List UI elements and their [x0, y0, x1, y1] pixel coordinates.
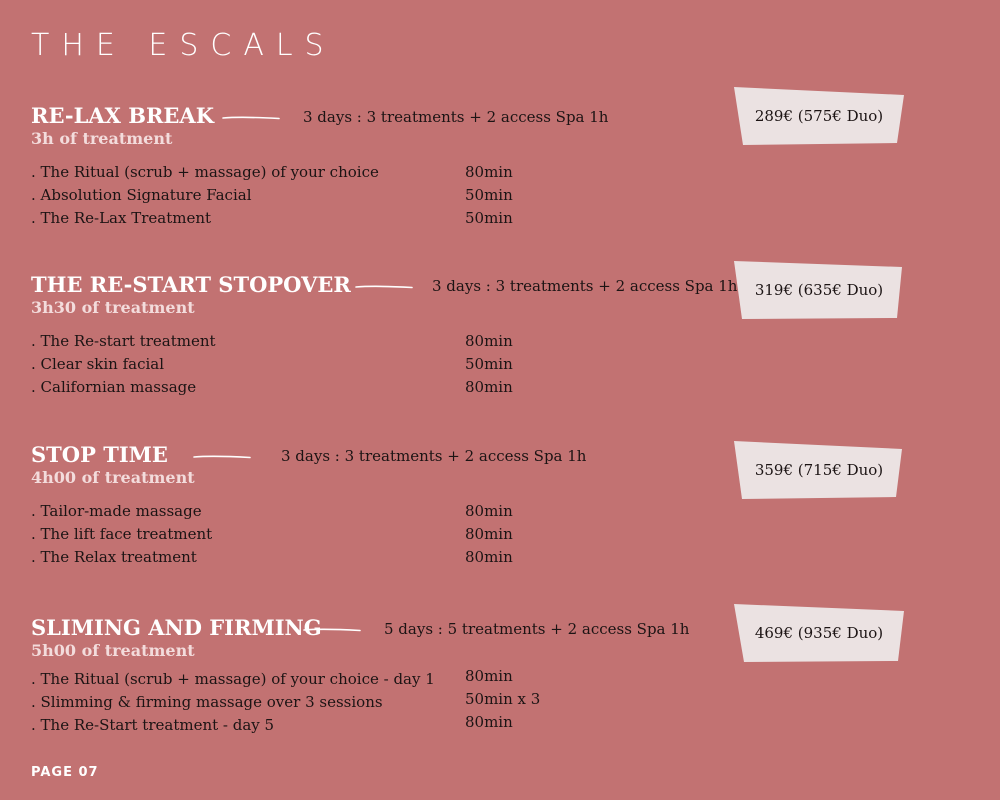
treatment-name: . The Relax treatment: [31, 548, 197, 566]
treatment-duration: 50min x 3: [465, 690, 541, 708]
treatment-list: [31, 500, 591, 569]
treatment-duration: 80min: [465, 667, 513, 685]
treatment-row: [31, 376, 591, 399]
price-tag: [733, 260, 905, 320]
treatment-duration: 80min: [465, 378, 513, 396]
treatment-duration: 80min: [465, 525, 513, 543]
price-tag: [733, 603, 905, 663]
treatment-name: . Californian massage: [31, 378, 197, 396]
dash-stroke-icon: [222, 113, 280, 123]
treatment-row: [31, 546, 591, 569]
package-summary: 5 days : 5 treatments + 2 access Spa 1h: [384, 620, 690, 638]
treatment-name: . The lift face treatment: [31, 525, 213, 543]
treatment-duration: 50min: [465, 186, 513, 204]
treatment-name: . The Re-Start treatment - day 5: [31, 716, 275, 734]
treatment-duration: 80min: [465, 332, 513, 350]
treatment-name: . Slimming & firming massage over 3 sessions: [31, 693, 383, 711]
treatment-row: [31, 207, 591, 230]
package-title: STOP TIME: [31, 442, 168, 467]
package-duration: 3h30 of treatment: [31, 298, 195, 317]
treatment-name: . The Re-Lax Treatment: [31, 209, 212, 227]
package-summary: 3 days : 3 treatments + 2 access Spa 1h: [281, 447, 587, 465]
treatment-row: [31, 714, 591, 737]
treatment-row: [31, 523, 591, 546]
price-tag: [733, 440, 905, 500]
dash-stroke-icon: [303, 625, 361, 635]
treatment-duration: 80min: [465, 548, 513, 566]
treatment-name: . Absolution Signature Facial: [31, 186, 252, 204]
package-duration: 4h00 of treatment: [31, 468, 195, 487]
package-title: THE RE-START STOPOVER: [31, 272, 351, 297]
treatment-row: [31, 500, 591, 523]
price-label: 319€ (635€ Duo): [754, 281, 884, 299]
treatment-duration: 80min: [465, 713, 513, 731]
package-duration: 3h of treatment: [31, 129, 173, 148]
treatment-row: [31, 161, 591, 184]
page-number: PAGE 07: [31, 765, 99, 780]
price-label: 359€ (715€ Duo): [754, 461, 884, 479]
package-summary: 3 days : 3 treatments + 2 access Spa 1h: [432, 277, 738, 295]
price-label: 289€ (575€ Duo): [754, 107, 884, 125]
treatment-duration: 80min: [465, 502, 513, 520]
treatment-list: [31, 161, 591, 230]
price-tag: [733, 86, 905, 146]
treatment-row: [31, 353, 591, 376]
treatment-duration: 50min: [465, 209, 513, 227]
treatment-duration: 50min: [465, 355, 513, 373]
treatment-row: [31, 330, 591, 353]
treatment-name: . Tailor-made massage: [31, 502, 202, 520]
treatment-name: . The Re-start treatment: [31, 332, 216, 350]
dash-stroke-icon: [355, 282, 413, 292]
treatment-list: [31, 330, 591, 399]
treatment-row: [31, 184, 591, 207]
package-summary: 3 days : 3 treatments + 2 access Spa 1h: [303, 108, 609, 126]
treatment-name: . The Ritual (scrub + massage) of your choice: [31, 163, 379, 181]
package-duration: 5h00 of treatment: [31, 641, 195, 660]
dash-stroke-icon: [193, 452, 251, 462]
treatment-name: . The Ritual (scrub + massage) of your choice - day 1: [31, 670, 435, 688]
treatment-list: [31, 668, 591, 737]
package-title: SLIMING AND FIRMING: [31, 615, 322, 640]
treatment-duration: 80min: [465, 163, 513, 181]
price-label: 469€ (935€ Duo): [754, 624, 884, 642]
page-title: THE ESCALS: [31, 28, 336, 63]
package-title: RE-LAX BREAK: [31, 103, 214, 128]
treatment-name: . Clear skin facial: [31, 355, 165, 373]
